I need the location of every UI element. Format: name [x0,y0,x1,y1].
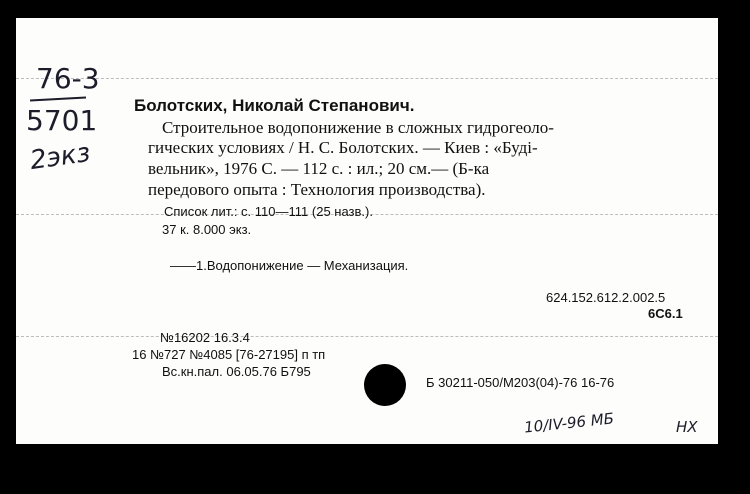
handwritten-initials: НХ [676,418,698,436]
price-and-print-run: 37 к. 8.000 экз. [162,222,252,237]
author-heading: Болотских, Николай Степанович. [134,96,415,115]
card-ruling [16,78,718,79]
call-number-top: 76-3 [36,62,100,95]
bibliography-note: Список лит.: с. 110—111 (25 назв.). [164,204,373,219]
card-number-line: 16 №727 №4085 [76-27195] п тп [132,347,326,362]
catalog-card [16,18,718,444]
subject-headings: ——1.Водопонижение — Механизация. [170,258,409,273]
card-number-line: №16202 16.3.4 [160,330,250,345]
card-ruling [16,336,718,337]
punch-hole [364,364,406,406]
title-line: вельник», 1976 С. — 112 с. : ил.; 20 см.— (Б-ка [148,159,490,178]
copies-note: 2экз [28,137,93,177]
title-line: передового опыта : Технология производства). [148,180,486,199]
call-number-bottom: 5701 [26,104,98,137]
title-line: гических условиях / Н. С. Болотских. — Киев : «Буді- [148,138,538,157]
title-line: Строительное водопонижение в сложных гидрогеоло- [162,118,554,137]
udc-index: 624.152.612.2.002.5 [546,290,666,305]
bbk-index: 6С6.1 [648,306,683,321]
publisher-code: Б 30211-050/М203(04)-76 16-76 [426,375,615,390]
call-number-divider [30,97,86,102]
handwritten-date-signature: 10/IV-96 МБ [523,409,615,437]
card-number-line: Вс.кн.пал. 06.05.76 Б795 [162,364,311,379]
